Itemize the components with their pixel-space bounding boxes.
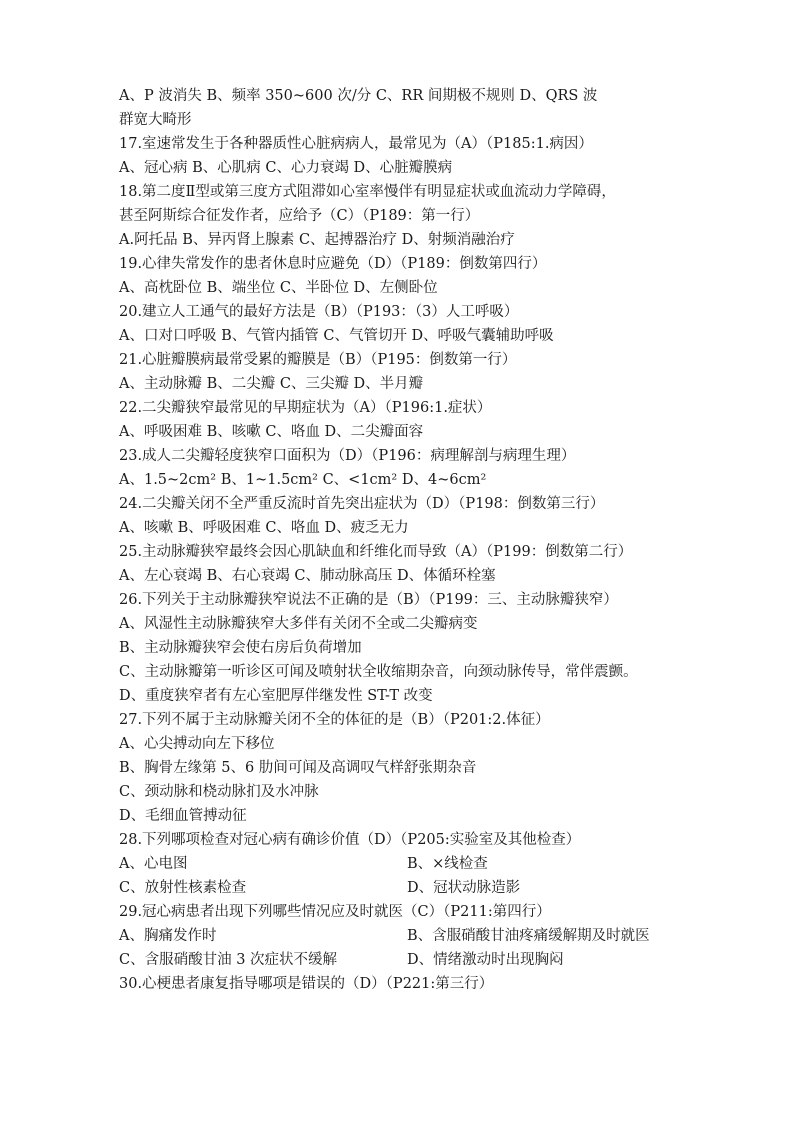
q26-option-d: D、重度狭窄者有左心室肥厚伴继发性 ST-T 改变: [119, 688, 433, 704]
q24-question: 24.二尖瓣关闭不全严重反流时首先突出症状为（D）（P198：倒数第三行）: [119, 496, 605, 512]
q16-options-wrap: 群宽大畸形: [119, 112, 192, 128]
q27-option-d: D、毛细血管搏动征: [119, 808, 247, 824]
q26-option-a: A、风湿性主动脉瓣狭窄大多伴有关闭不全或二尖瓣病变: [119, 616, 478, 632]
q18-question: 18.第二度Ⅱ型或第三度方式阻滞如心室率慢伴有明显症状或血流动力学障碍，: [119, 184, 616, 200]
q29-option-a: A、胸痛发作时: [119, 928, 217, 944]
q29-options-row2: [119, 948, 679, 972]
q18-options: A.阿托品 B、异丙肾上腺素 C、起搏器治疗 D、射频消融治疗: [119, 232, 515, 248]
q22-question: 22.二尖瓣狭窄最常见的早期症状为（A）（P196:1.症状）: [119, 400, 492, 416]
q20-options: A、口对口呼吸 B、气管内插管 C、气管切开 D、呼吸气囊辅助呼吸: [119, 328, 554, 344]
q26-option-c: C、主动脉瓣第一听诊区可闻及喷射状全收缩期杂音，向颈动脉传导，常伴震颤。: [119, 664, 638, 680]
q23-question: 23.成人二尖瓣轻度狭窄口面积为（D）（P196：病理解剖与病理生理）: [119, 448, 576, 464]
q28-option-c: C、放射性核素检查: [119, 880, 247, 896]
q19-options: A、高枕卧位 B、端坐位 C、半卧位 D、左侧卧位: [119, 280, 438, 296]
q21-options: A、主动脉瓣 B、二尖瓣 C、三尖瓣 D、半月瓣: [119, 376, 424, 392]
q28-question: 28.下列哪项检查对冠心病有确诊价值（D）（P205:实验室及其他检查）: [119, 832, 581, 848]
q29-question: 29.冠心病患者出现下列哪些情况应及时就医（C）（P211:第四行）: [119, 904, 551, 920]
q21-question: 21.心脏瓣膜病最常受累的瓣膜是（B）（P195：倒数第一行）: [119, 352, 517, 368]
q22-options: A、呼吸困难 B、咳嗽 C、咯血 D、二尖瓣面容: [119, 424, 424, 440]
q28-option-b: B、×线检查: [407, 856, 488, 872]
q29-option-b: B、含服硝酸甘油疼痛缓解期及时就医: [407, 928, 650, 944]
q30-question: 30.心梗患者康复指导哪项是错误的（D）（P221:第三行）: [119, 976, 494, 992]
q28-options-row2: [119, 876, 679, 900]
q27-option-a: A、心尖搏动向左下移位: [119, 736, 275, 752]
q27-option-b: B、胸骨左缘第 5、6 肋间可闻及高调叹气样舒张期杂音: [119, 760, 477, 776]
q27-question: 27.下列不属于主动脉瓣关闭不全的体征的是（B）（P201:2.体征）: [119, 712, 550, 728]
q23-options: A、1.5~2cm² B、1~1.5cm² C、<1cm² D、4~6cm²: [119, 472, 487, 488]
q20-question: 20.建立人工通气的最好方法是（B）（P193：（3）人工呼吸）: [119, 304, 519, 320]
q25-question: 25.主动脉瓣狭窄最终会因心肌缺血和纤维化而导致（A）（P199：倒数第二行）: [119, 544, 633, 560]
q19-question: 19.心律失常发作的患者休息时应避免（D）（P189：倒数第四行）: [119, 256, 547, 272]
q18-question-wrap: 甚至阿斯综合征发作者，应给予（C）（P189：第一行）: [119, 208, 480, 224]
q27-option-c: C、颈动脉和桡动脉扪及水冲脉: [119, 784, 319, 800]
q26-option-b: B、主动脉瓣狭窄会使右房后负荷增加: [119, 640, 362, 656]
q28-option-a: A、心电图: [119, 856, 188, 872]
q25-options: A、左心衰竭 B、右心衰竭 C、肺动脉高压 D、体循环栓塞: [119, 568, 496, 584]
q24-options: A、咳嗽 B、呼吸困难 C、咯血 D、疲乏无力: [119, 520, 409, 536]
q28-options-row1: [119, 852, 679, 876]
q17-options: A、冠心病 B、心肌病 C、心力衰竭 D、心脏瓣膜病: [119, 160, 453, 176]
q28-option-d: D、冠状动脉造影: [407, 880, 521, 896]
q29-options-row1: [119, 924, 679, 948]
q17-question: 17.室速常发生于各种器质性心脏病病人，最常见为（A）（P185:1.病因）: [119, 136, 593, 152]
q26-question: 26.下列关于主动脉瓣狭窄说法不正确的是（B）（P199：三、主动脉瓣狭窄）: [119, 592, 618, 608]
q29-option-d: D、情绪激动时出现胸闷: [407, 952, 564, 968]
q29-option-c: C、含服硝酸甘油 3 次症状不缓解: [119, 952, 338, 968]
q16-options-line: A、P 波消失 B、频率 350~600 次/分 C、RR 间期极不规则 D、QRS 波: [119, 88, 598, 104]
